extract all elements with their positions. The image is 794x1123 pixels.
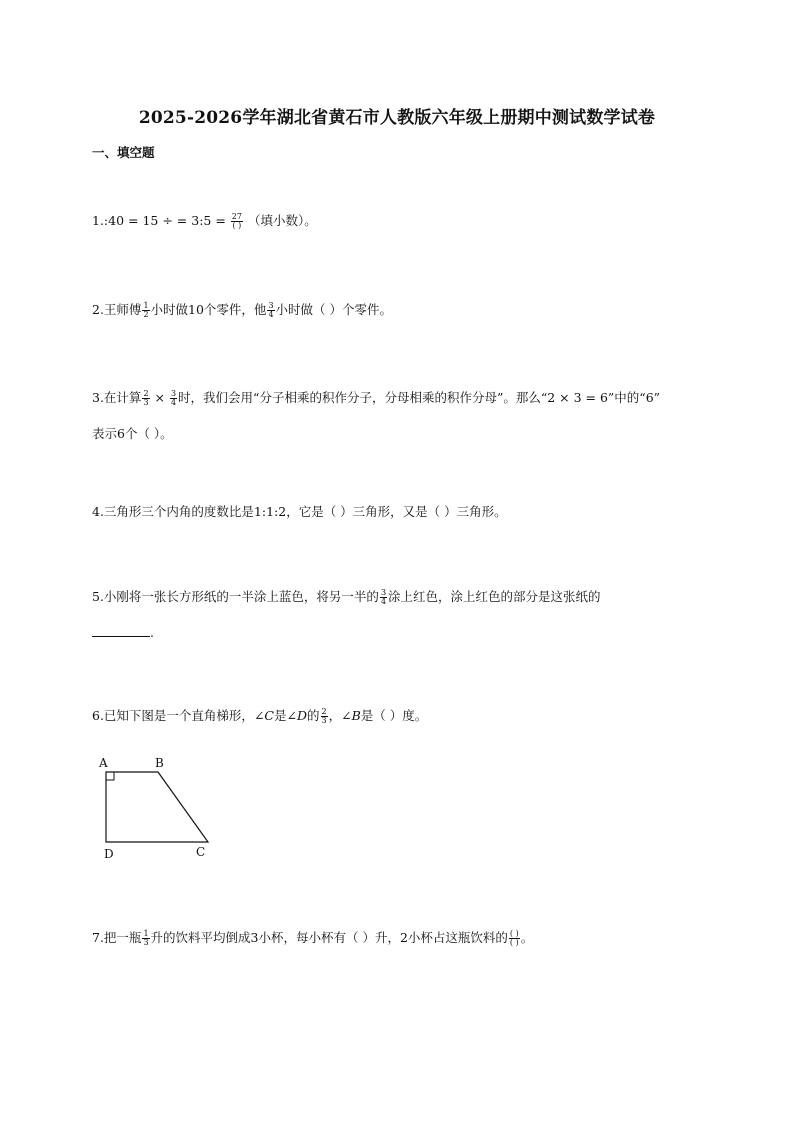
q1-tail: （填小数）。 <box>247 213 317 228</box>
label-b: B <box>155 756 164 770</box>
q7-fraction-1: $\frac{1}{3}$ <box>143 929 149 947</box>
q3-fraction-1: $\frac{2}{3}$ <box>143 389 149 407</box>
answer-blank <box>92 624 150 637</box>
q2-fraction-1: $\frac{1}{2}$ <box>143 301 149 319</box>
q2-fraction-2: $\frac{3}{4}$ <box>268 301 274 319</box>
question-5-line-2: . <box>92 624 154 642</box>
q3-fraction-2: $\frac{3}{4}$ <box>170 389 177 407</box>
question-5: 5.小刚将一张长方形纸的一半涂上蓝色，将另一半的 $\frac{3}{4}$ 涂上红色，涂上红色的部分是这张纸的 <box>92 588 601 606</box>
q1-text: 1.:40 = 15 ÷ = 3:5 = <box>92 213 226 228</box>
exam-title: 2025-2026学年湖北省黄石市人教版六年级上册期中测试数学试卷 <box>138 108 656 128</box>
q1-fraction: $\frac{27}{( )}$ <box>231 212 242 230</box>
question-1 <box>92 212 317 230</box>
trapezoid-shape <box>106 772 208 842</box>
question-2: 2.王师傅 $\frac{1}{2}$ 小时做10个零件，他 $\frac{3}{4}$ 小时做（ ）个零件。 <box>92 301 393 319</box>
question-4: 4.三角形三个内角的度数比是1:1:2，它是（ ）三角形，又是（ ）三角形。 <box>92 504 507 519</box>
label-c: C <box>196 845 206 859</box>
q6-fraction: $\frac{2}{3}$ <box>321 707 327 725</box>
trapezoid-figure <box>96 752 226 864</box>
q5-fraction: $\frac{3}{4}$ <box>380 588 387 606</box>
question-3-line-2: 表示6个（ ）。 <box>92 426 173 441</box>
q7-fraction-2: $\frac{( )}{( )}$ <box>509 929 519 947</box>
question-6: 6.已知下图是一个直角梯形，∠C是∠D的 $\frac{2}{3}$ ，∠B是（ ）度。 <box>92 707 428 725</box>
label-d: D <box>104 847 114 861</box>
question-3: 3.在计算 $\frac{2}{3}$ × $\frac{3}{4}$ 时，我们会用“分子相乘的积作分子，分母相乘的积作分母”。那么“2 × 3 = 6”中的“6” <box>92 389 661 407</box>
section-heading: 一、填空题 <box>92 145 155 160</box>
right-angle-mark <box>106 772 114 780</box>
question-7: 7.把一瓶 $\frac{1}{3}$ 升的饮料平均倒成3小杯，每小杯有（ ）升，2小杯占这瓶饮料的 $\frac{( )}{( )}$ 。 <box>92 929 534 947</box>
label-a: A <box>99 756 108 770</box>
